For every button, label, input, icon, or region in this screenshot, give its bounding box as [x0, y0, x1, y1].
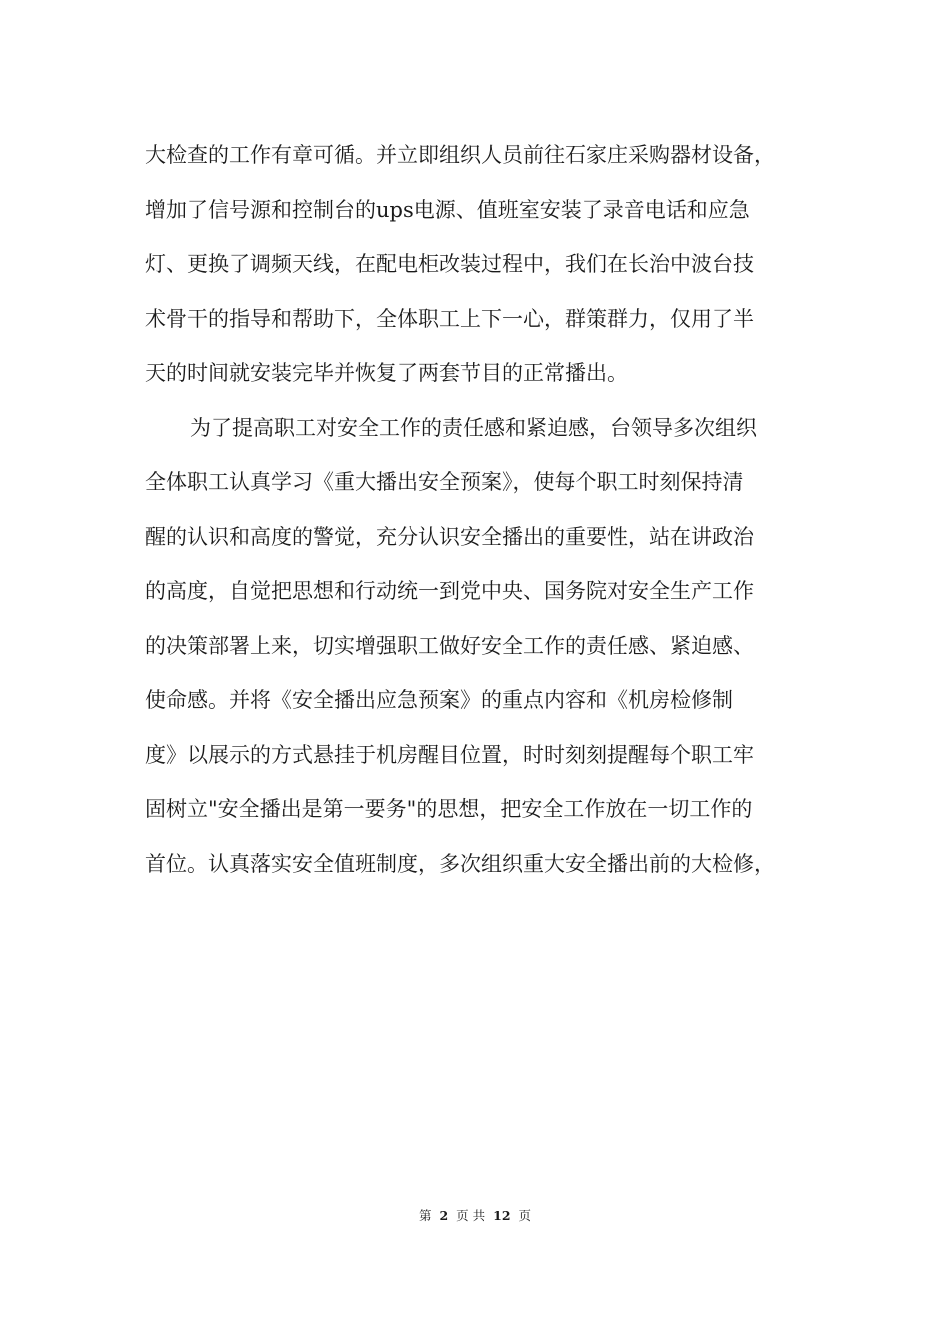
footer-middle: 页 共 [456, 1208, 486, 1223]
footer-suffix: 页 [518, 1208, 532, 1223]
text-line: 天的时间就安装完毕并恢复了两套节目的正常播出。 [145, 361, 628, 385]
text-line: 的决策部署上来，切实增强职工做好安全工作的责任感、紧迫感、 [145, 633, 754, 658]
text-line: 的高度，自觉把思想和行动统一到党中央、国务院对安全生产工作 [145, 579, 754, 603]
text-line: 大检查的工作有章可循。并立即组织人员前往石家庄采购器材设备， [145, 143, 775, 167]
text-line: 醒的认识和高度的警觉，充分认识安全播出的重要性，站在讲政治 [145, 524, 754, 549]
text-line: 灯、更换了调频天线，在配电柜改装过程中，我们在长治中波台技 [145, 252, 754, 276]
text-line: 首位。认真落实安全值班制度，多次组织重大安全播出前的大检修， [145, 851, 775, 876]
text-line: 固树立"安全播出是第一要务"的思想，把安全工作放在一切工作的 [145, 797, 753, 821]
paragraph-first-line: 为了提高职工对安全工作的责任感和紧迫感，台领导多次组织 [190, 415, 757, 440]
footer-prefix: 第 [418, 1208, 432, 1223]
total-page-number: 12 [493, 1208, 511, 1223]
current-page-number: 2 [439, 1208, 449, 1223]
text-line: 增加了信号源和控制台的ups电源、值班室安装了录音电话和应急 [145, 197, 750, 222]
text-line: 度》以展示的方式悬挂于机房醒目位置，时时刻刻提醒每个职工牢 [145, 742, 754, 767]
text-line: 使命感。并将《安全播出应急预案》的重点内容和《机房检修制 [145, 688, 733, 712]
text-line: 术骨干的指导和帮助下，全体职工上下一心，群策群力，仅用了半 [145, 306, 754, 331]
text-line: 全体职工认真学习《重大播出安全预案》，使每个职工时刻保持清 [145, 470, 744, 494]
page-footer [0, 1206, 950, 1224]
document-body [145, 128, 825, 891]
